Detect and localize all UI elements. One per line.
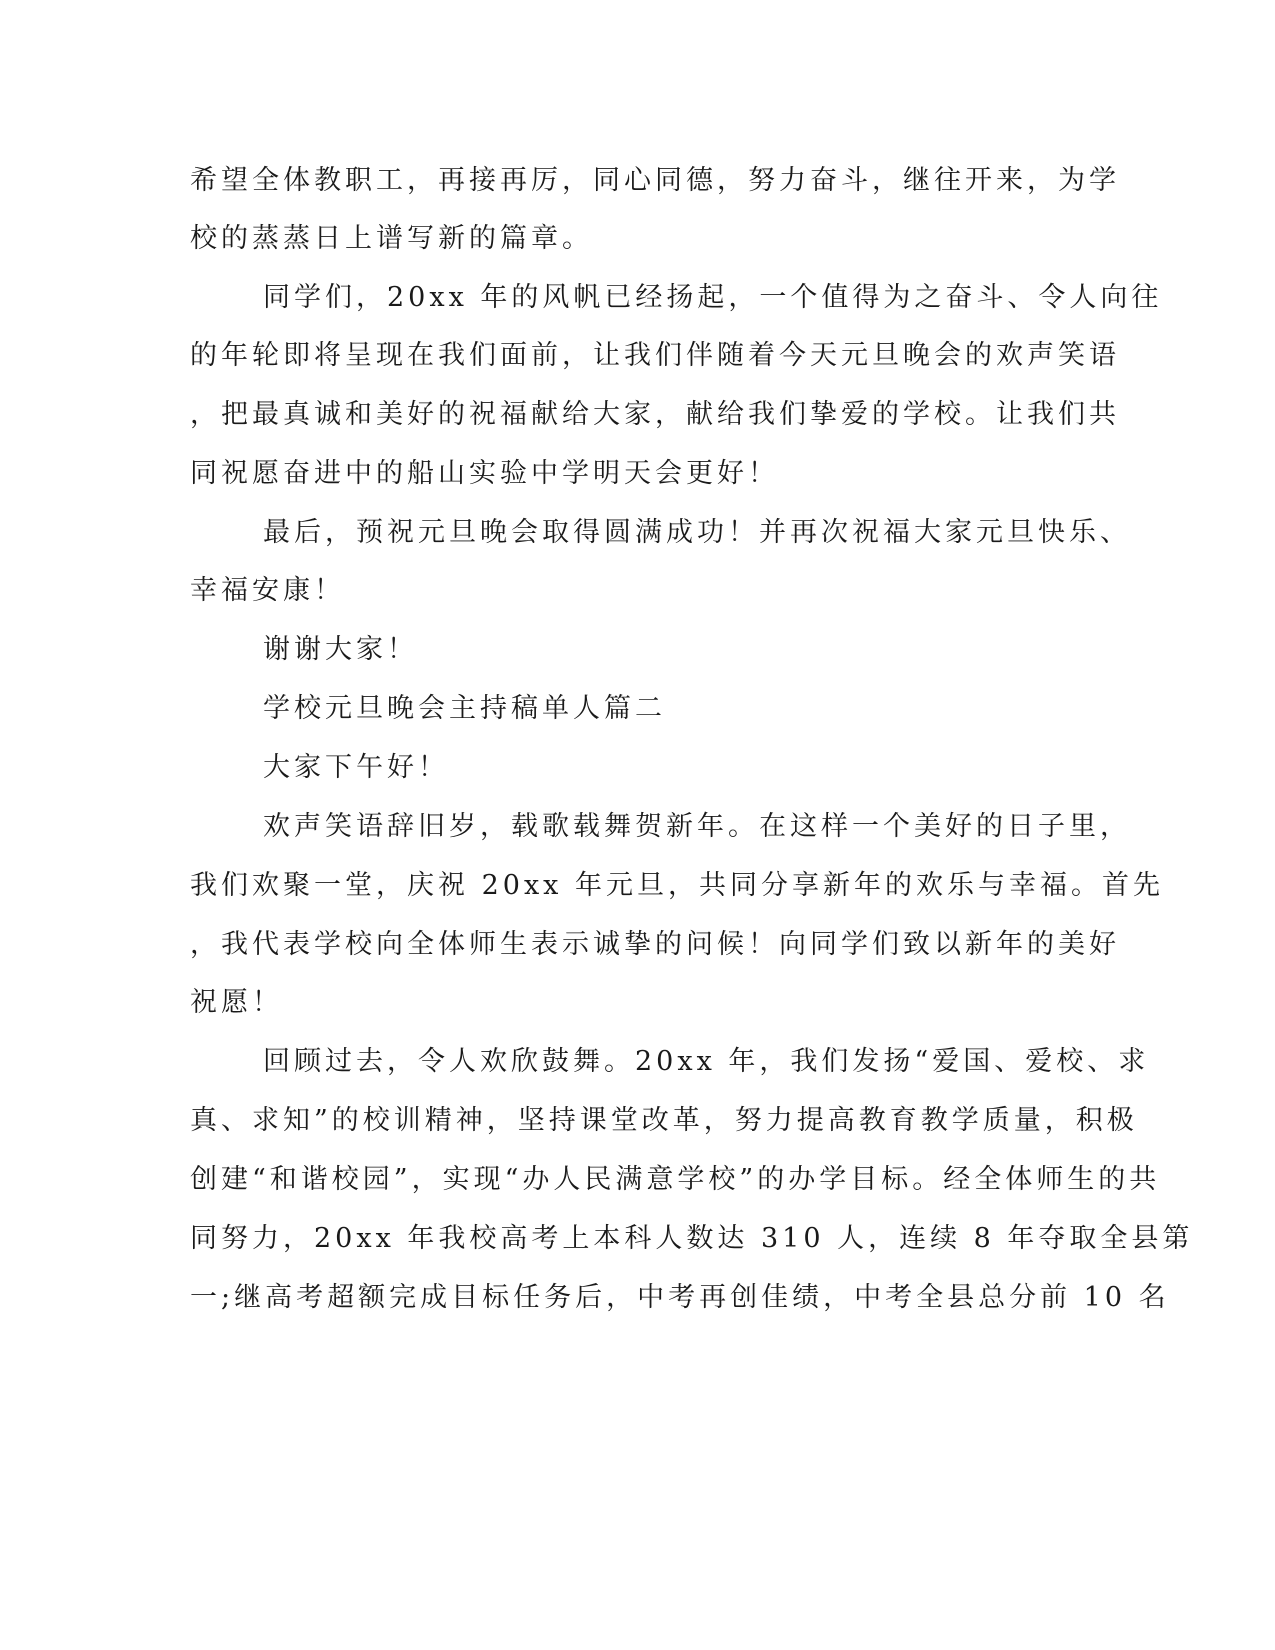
- paragraph-start-line: 回顾过去，令人欢欣鼓舞。20xx 年，我们发扬“爱国、爱校、求: [263, 1046, 1150, 1077]
- paragraph-start-line: 最后，预祝元旦晚会取得圆满成功！并再次祝福大家元旦快乐、: [263, 517, 1131, 548]
- body-text-line: ，我代表学校向全体师生表示诚挚的问候！向同学们致以新年的美好: [190, 929, 1120, 960]
- body-text-line: 希望全体教职工，再接再厉，同心同德，努力奋斗，继往开来，为学: [190, 165, 1120, 196]
- body-text-line: 祝愿！: [190, 987, 283, 1018]
- greeting-line: 大家下午好！: [263, 752, 449, 783]
- paragraph-start-line: 欢声笑语辞旧岁，载歌载舞贺新年。在这样一个美好的日子里，: [263, 811, 1131, 842]
- section-heading: 学校元旦晚会主持稿单人篇二: [263, 693, 666, 724]
- body-text-line: 校的蒸蒸日上谱写新的篇章。: [190, 223, 593, 254]
- body-text-line: ，把最真诚和美好的祝福献给大家，献给我们挚爱的学校。让我们共: [190, 399, 1120, 430]
- body-text-line: 我们欢聚一堂，庆祝 20xx 年元旦，共同分享新年的欢乐与幸福。首先: [190, 870, 1164, 901]
- body-text-line: 同祝愿奋进中的船山实验中学明天会更好！: [190, 458, 779, 489]
- body-text-line: 同努力，20xx 年我校高考上本科人数达 310 人，连续 8 年夺取全县第: [190, 1223, 1194, 1254]
- body-text-line: 一;继高考超额完成目标任务后，中考再创佳绩，中考全县总分前 10 名: [190, 1282, 1170, 1313]
- body-text-line: 幸福安康！: [190, 575, 345, 606]
- body-text-line: 创建“和谐校园”，实现“办人民满意学校”的办学目标。经全体师生的共: [190, 1164, 1161, 1195]
- body-text-line: 真、求知”的校训精神，坚持课堂改革，努力提高教育教学质量，积极: [190, 1105, 1138, 1136]
- paragraph-start-line: 同学们，20xx 年的风帆已经扬起，一个值得为之奋斗、令人向往: [263, 282, 1163, 313]
- paragraph-start-line: 谢谢大家！: [263, 634, 418, 665]
- body-text-line: 的年轮即将呈现在我们面前，让我们伴随着今天元旦晚会的欢声笑语: [190, 340, 1120, 371]
